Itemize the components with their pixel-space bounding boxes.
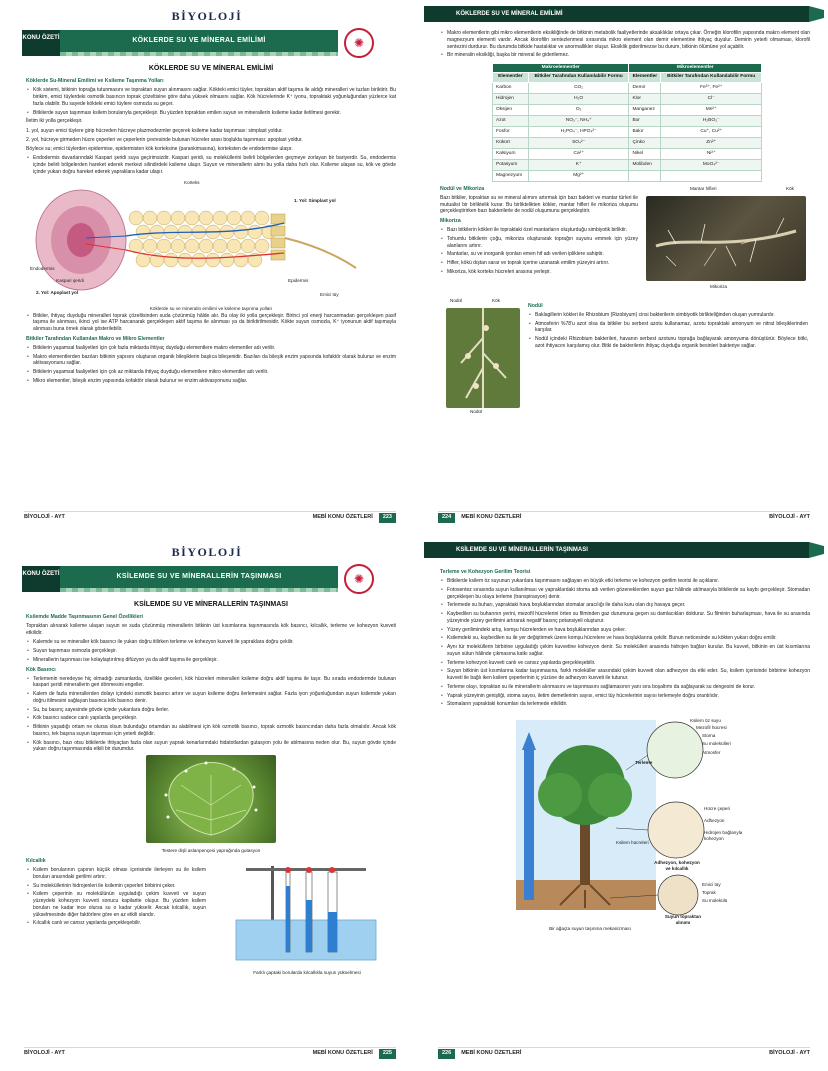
list-item: • Su, bu basınç sayesinde gövde içinde yukarılara doğru ilerler. xyxy=(26,707,396,714)
label-hidrojen-kohezyon: Hidrojen bağlarıyla kohezyon xyxy=(704,830,743,842)
page-content xyxy=(26,596,396,978)
root-nodule-illustration xyxy=(446,308,520,408)
label-endodermis: Endodermis xyxy=(30,265,55,271)
list-item: • Nodül içindeki Rhizobium bakterileri, havanın serbest azotunu toprağa bağlayarak amonyuma dönüştürür. Böylece bitki, azot ihtiyacını karşılamış olur. Bitki de bakterilerin ihtiyaç duyduğu organik besinleri bakteriye sağlar. xyxy=(528,336,808,350)
list-item: • Stomaların yapraktaki konumları da terlemede etkilidir. xyxy=(440,701,810,708)
list-item: • Suyun taşınması osmozla gerçekleşir. xyxy=(26,648,396,655)
list-item: • Kalemde su ve mineraller kök basıncı ile yukarı doğru itilirken terleme ve kohezyon kuvveti ile yapraklara doğru çekilir. xyxy=(26,639,396,646)
table-row xyxy=(493,148,762,159)
label-nodul: Nodül xyxy=(450,297,463,303)
table-cell: O₂ xyxy=(528,104,629,115)
table-cell: NO₃⁻, NH₄⁺ xyxy=(528,115,629,126)
leaf-illustration xyxy=(146,755,276,843)
list-item: • Hifler, kökü dıştan sarar ve toprak içerine uzanarak emilim yüzeyini artırır. xyxy=(440,260,638,267)
page-header: KSİLEMDE SU VE MİNERALLERİN TAŞINMASI xyxy=(424,542,809,558)
konu-ozeti-badge: KONU ÖZETİ xyxy=(22,30,60,56)
page-number: 224 xyxy=(438,513,455,522)
subheading: Ksilemde Madde Taşınmasının Genel Özellikleri xyxy=(26,614,143,621)
table-cell: H₂BO₃⁻ xyxy=(661,115,762,126)
table-cell: H₂PO₄⁻, HPO₄²⁻ xyxy=(528,126,629,137)
bullet-list xyxy=(440,578,810,708)
table-cell: K⁺ xyxy=(528,159,629,170)
capillarity-section xyxy=(26,858,396,978)
table-cell: Bakır xyxy=(629,126,661,137)
list-item: • Mantarlar, su ve inorganik iyonları emen hif adı verilen ipliklere sahiptir. xyxy=(440,251,638,258)
section-title: KÖKLERDE SU VE MİNERAL EMİLİMİ xyxy=(148,65,274,72)
bullet-list xyxy=(26,313,396,333)
table-cell: Manganez xyxy=(629,104,661,115)
paragraph: İletim iki yolla gerçekleşir. xyxy=(26,118,83,125)
label-su-molekulu: Su molekülü xyxy=(702,898,728,904)
subheading: Nodül xyxy=(528,302,543,309)
footer-center: MEBİ KONU ÖZETLERİ xyxy=(312,514,373,521)
table-cell: Ca²⁺ xyxy=(528,148,629,159)
header-stripe xyxy=(60,588,338,592)
table-cell xyxy=(661,170,762,181)
label-kaspari-seridi: Kaspari şeridi xyxy=(56,277,84,283)
list-item: • Yüzey gerilimindeki artış, komşu hücrelerden ve hava boşluklarından suyu çeker. xyxy=(440,627,810,634)
table-row xyxy=(493,115,762,126)
table-cell: Fe³⁺, Fe²⁺ xyxy=(661,82,762,93)
subheading: Kılcallık xyxy=(26,858,46,865)
konu-ozeti-badge: KONU ÖZETİ xyxy=(22,566,60,592)
list-item: • Bitkilerde suyun taşınması ksilem borularıyla gerçekleşir. Bu yüzden topraktan emilen suyun ve minerallerin ksileme kadar iletilmesi gerekir. xyxy=(26,110,396,117)
page-footer xyxy=(438,1047,810,1057)
subheading: Nodül ve Mikoriza xyxy=(440,185,485,192)
list-item: • Aynı tür moleküllerin birbirine uyguladığı çekim kuvvetine kohezyon denir. Su molekülleri arasında hidrojen bağları kurulur. Bu kuvvet, bitkinin en üst kısımlarına suyun sütun hâlinde çıkmasına katkı sağlar. xyxy=(440,644,810,658)
paragraph: Bazı bitkiler, topraktan su ve mineral alımını artırmak için bazı bakteri ve mantar türleri ile mutualist bir birliktelik kurar. Bu birliktelikten kökler, mantar hifleri ile mikoriza oluşumu gerçekleştirirken bazı bakterilerle de nodül oluşumunu gerçekleştirir. xyxy=(440,194,638,215)
list-item: • Ksilemdeki su, kaybedilen su ile yer değiştirmek üzere komşu hücrelere ve hava boşluklarına çekilir. Bunun neticesinde su kökten yukarı doğru emilir. xyxy=(440,635,810,642)
guttation-photo xyxy=(146,755,276,843)
page-header: KÖKLERDE SU VE MİNERAL EMİLİMİ xyxy=(424,6,809,22)
header-stripe xyxy=(60,52,338,56)
fungal-hyphae-illustration xyxy=(646,196,806,281)
list-item: • Bazı bitkilerin kökleri ile topraktaki özel mantarların oluşturduğu simbiyotik birliktir. xyxy=(440,227,638,234)
bullet-list xyxy=(26,87,396,116)
list-item: • Bitkilerin yaşamsal faaliyetleri için çok fazla miktarda ihtiyaç duyduğu elementlere makro elementler adı verilir. xyxy=(26,345,396,352)
table-cell: Karbon xyxy=(493,82,529,93)
label-ksilem-oz-suyu: Ksilem öz suyu xyxy=(690,718,721,724)
meb-seal-icon: ✺ xyxy=(344,564,374,594)
page-number: 223 xyxy=(379,513,396,522)
list-item: • Endodermis duvarlarındaki Kaspari şeridi suya geçirimsizdir. Kaspari şeridi, su moleküllerini belirli bölgelerden geçmeye zorlayan bir bariyerdir. Su, endodermis içinde belirli bölgelerden hareket ederek merkezi silindirdeki ksileme ulaşır. Suyun ve minerallerin alımı bu yolla daha hızlı olur. Ksileme ulaşan su, kök ve gövde içinde yukarı doğru hareket ederek yapraklara kadar ulaşır. xyxy=(26,155,396,175)
label-kok: Kök xyxy=(786,185,794,191)
table-cell: MoO₄²⁻ xyxy=(661,159,762,170)
column-header: Elementler xyxy=(493,73,529,82)
page-224 xyxy=(414,0,828,535)
table-cell: Mg²⁺ xyxy=(528,170,629,181)
list-item: • Terlemenin neredeyse hiç olmadığı zamanlarda, özellikle geceleri, kök hücreleri mineralleri ksileme doğru aktif taşıma ile taşır. Bu sırada endodermde bulunan kaspari şeridi minerallerin geri dönmesini engeller. xyxy=(26,676,396,690)
table-cell: Hidrojen xyxy=(493,93,529,104)
table-cell: Cl⁻ xyxy=(661,93,762,104)
list-item: • Kök basıncı, bazı otsu bitkilerde ihtiyaçtan fazla olan suyun yaprak kenarlarındaki hidatotlardan gutasyon yolu ile atılmasına neden olur. Bu, suyun gövde içinde yukarı doğru taşınmasında etkili bir durumdur. xyxy=(26,740,396,754)
table-header-makro: Makroelementler xyxy=(493,64,629,73)
table-row xyxy=(493,126,762,137)
table-cell: Mn²⁺ xyxy=(661,104,762,115)
list-item: • Kök basıncı sadece canlı yapılarda gerçekleşir. xyxy=(26,715,396,722)
paragraph: Böylece su; emici tüylerden epidermise, epidermisten kök korteksine (parankimasına), korteksten de endodermise ulaşır. xyxy=(26,146,293,153)
label-adhezyon: Adhezyon xyxy=(704,818,725,824)
page-number: 226 xyxy=(438,1049,455,1058)
table-cell: H₂O xyxy=(528,93,629,104)
table-row xyxy=(493,82,762,93)
bullet-list xyxy=(528,312,808,350)
label-suyun-akisi: Suyun ksileme doğru akışı xyxy=(494,766,499,821)
page-number: 225 xyxy=(379,1049,396,1058)
table-cell: Kükürt xyxy=(493,137,529,148)
table-cell: Ni²⁺ xyxy=(661,148,762,159)
label-emici-tuy: Emici tüy xyxy=(702,882,721,888)
label-stoma: Stoma xyxy=(702,733,716,739)
brand-title: BİYOLOJİ xyxy=(171,9,243,23)
paragraph: 1. yol, suyun emici tüylere girip hücreden hücreye plazmodezmler geçerek ksileme kadar taşınması: simplast yoldur. xyxy=(26,127,283,134)
bullet-list xyxy=(440,227,638,276)
page-header: KÖKLERDE SU VE MİNERAL EMİLİMİ xyxy=(60,30,338,52)
label-korteks: Korteks xyxy=(184,179,200,185)
list-item: • Terlemede su buharı, yapraktaki hava boşluklarından stomalar aracılığı ile daha kuru olan dış havaya geçer. xyxy=(440,602,810,609)
list-item: • Kalem de fazla minerallerden dolayı içindeki osmotik basıncı artırır ve suyun ksileme doğru ilerlemesini sağlar. Fazla iyon yoğunluğundan suyun ksilemde yukarı doğru itilmesini sağlayan basınca kök basıncı denir. xyxy=(26,691,396,705)
table-cell: Oksijen xyxy=(493,104,529,115)
list-item: • Mikoriza, kök korteks hücreleri arasına yerleşir. xyxy=(440,269,638,276)
root-absorption-figure xyxy=(26,178,396,313)
page-226 xyxy=(414,536,828,1071)
footer-left: BİYOLOJİ - AYT xyxy=(24,514,65,521)
list-item: • Kılcallık canlı ve cansız yapılarda gerçekleşebilir. xyxy=(26,920,206,927)
table-cell: SO₄²⁻ xyxy=(528,137,629,148)
table-row xyxy=(493,137,762,148)
bullet-list xyxy=(26,676,396,754)
list-item: • Tohumlu bitkilerin çoğu, mikoriza oluşturarak toprağın suyunu emmek için yüzey alanlarını artırır. xyxy=(440,236,638,250)
list-item: • Suyun bitkinin üst kısımlarına kadar taşınmasına, farklı moleküller arasındaki çekim kuvveti olan adhezyon da etki eder. Su, ksilem içerisinde birbirine kohezyon kuvveti ile bağlı iken ksilem çeperlerinin iç yüzüne de adhezyon kuvveti ile tutunur. xyxy=(440,668,810,682)
list-item: • Su moleküllerinin hidrojenleri ile ksilemin çeperleri birbirini çeker. xyxy=(26,883,206,890)
nutrient-table xyxy=(492,63,762,182)
page-footer xyxy=(438,511,810,521)
root-cross-section-illustration xyxy=(26,178,396,303)
page-footer xyxy=(24,1047,396,1057)
table-cell: Nikel xyxy=(629,148,661,159)
footer-center: MEBİ KONU ÖZETLERİ xyxy=(461,1050,522,1057)
list-item: • Makro elementlerin gibi mikro elementlerin eksikliğinde de bitkinin metabolik faaliyetlerinde aksaklıklar ortaya çıkar. Örneğin klorofilin yapısında makro element olan magnezyum elementi vardır. Ancak klorofilin sentezlenmesi sırasında mikro element olan demir elementine ihtiyaç duyulur. Demirin yeterli olmaması, klorofil sentezini durdurur. Bu durumda bitkide hastalıklar ve anormallikler oluşur. Eksiklik giderilmezse bu durum, bitkinin ölümüne yol açabilir. xyxy=(440,30,810,50)
column-header: Bitkiler Tarafından Kullanılabilir Formu xyxy=(528,73,629,82)
table-cell: Zn²⁺ xyxy=(661,137,762,148)
table-cell: Klor xyxy=(629,93,661,104)
tree-water-transport-figure xyxy=(440,710,810,935)
list-item: • Ksilem borularının çapının küçük olması içerisinde ilerleyen su ile ksilem boruları arasındaki gerilimi artırır. xyxy=(26,867,206,881)
list-item: • Bitkilerde ksilem öz suyunun yukarılara taşınmasını sağlayan en büyük etki terleme ve kohezyon gerilim teorisi ile açıklanır. xyxy=(440,578,810,585)
section-title: KSİLEMDE SU VE MİNERALLERİN TAŞINMASI xyxy=(134,601,288,608)
figure-caption: Testere dişli aslanpençesi yaprağında gutasyon xyxy=(161,847,261,853)
label-mezofil: Mezofil hücresi xyxy=(696,725,727,731)
list-item: • Atmosferin %78'u azot olsa da bitkiler bu serbest azotu kullanamaz, azotu topraktaki amonyum ve nitrat bileşiklerinden karşılar. xyxy=(528,321,808,335)
footer-center: MEBİ KONU ÖZETLERİ xyxy=(461,514,522,521)
list-item: • Bitkiler, ihtiyaç duyduğu mineralleri toprak çözeltisinden suda çözünmüş hâlde alır. Bu olay iki yolla gerçekleşir. Birinci yol enerji harcanmadan gerçekleşen pasif taşıma ile alınması, ikinci yol ise ATP harcanarak gerçekleşen aktif taşıma ile alınması ya da biriktirilmesidir. Kökte suyun osmozla, K⁺ iyonunun aktif taşımayla alınması buna örnek olarak gösterilebilir. xyxy=(26,313,396,333)
label-mantar-hifleri: Mantar hifleri xyxy=(690,185,717,191)
list-item: • Mikro elementler, bileşik enzim yapısında kofaktör olarak bulunur ve enzim aktivasyonunu sağlar. xyxy=(26,378,396,385)
figure-caption: Nodül xyxy=(470,408,483,414)
label-apoplast-yol: 2. Yol: Apoplast yol xyxy=(36,289,79,295)
list-item: • Ksilem çeperinin su molekülünün uyguladığı çekim kuvveti ve suyun yüzeydeki kohezyon kuvveti sonucu kapilarite oluşur. Bu yüzden ksilem boruları ne kadar ince olursa su o kadar yükselir. Ancak kılcallık, suyun yükselmesinde diğer faktörlere göre en az etkili olandır. xyxy=(26,891,206,918)
list-item: • Bitkinin yaşadığı ortam ne olursa olsun bulunduğu ortamdan su alabilmesi için kök ozmotik basıncı, toprak ozmotik basıncından daha fazla olmalıdır. Ancak kök basıncı, tek başına suyun taşınması için yeterli değildir. xyxy=(26,724,396,738)
figure-caption: Köklerde su ve mineralin emilimi ve ksileme taşınma yolları xyxy=(149,305,273,311)
table-cell: Cu⁺, Cu²⁺ xyxy=(661,126,762,137)
table-cell: Bor xyxy=(629,115,661,126)
page-223 xyxy=(0,0,414,535)
table-cell: Demir xyxy=(629,82,661,93)
guttation-figure xyxy=(26,755,396,855)
table-cell xyxy=(629,170,661,181)
list-item: • Kaybedilen su buharının yerini, mezofil hücrelerini örten su filminden gaz durumuna geçen su damlacıkları doldurur. Su filminin buharlaşması, hava ile su arasında yüzeyinde yüzey gerilimini artırarak negatif basınç potansiyeli oluşturur. xyxy=(440,611,810,625)
page-footer xyxy=(24,511,396,521)
bullet-list xyxy=(26,639,396,663)
footer-center: MEBİ KONU ÖZETLERİ xyxy=(312,1050,373,1057)
table-cell: Fosfor xyxy=(493,126,529,137)
table-header-mikro: Mikroelementler xyxy=(629,64,762,73)
footer-right: BİYOLOJİ - AYT xyxy=(769,1050,810,1057)
label-toprak: Toprak xyxy=(702,890,716,896)
list-item: • Fotosentez sırasında suyun kullanılması ve yapraklardaki stoma adı verilen gözeneklerden suyun gaz hâlinde atılmasıyla bitkilerde su kaybı gerçekleşir. Stomadan gerçekleşen bu olaya terleme (transpirasyon) denir. xyxy=(440,587,810,601)
table-cell: Kalsiyum xyxy=(493,148,529,159)
capillary-tubes-illustration xyxy=(226,858,386,966)
bullet-list xyxy=(26,345,396,385)
table-cell: CO₂ xyxy=(528,82,629,93)
page-content xyxy=(440,30,810,416)
subheading: Mikoriza xyxy=(440,218,461,225)
mikoriza-section xyxy=(440,186,810,296)
list-item: • Kök sistemi, bitkinin toprağa tutunmasını ve topraktan suyun alınmasını sağlar. Kökteki emici tüyler, topraktan aktif taşıma ile aldığı mineralleri ve tuzları biriktirir. Bu birikim, emici tüylerdeki osmotik basıncın toprak çözeltisine göre daha yüksek olmasını sağlar. Kök hücrelerinde K⁺ iyonu, topraktaki yoğunluğundan yüzlerce kat fazla olabilir. Bu sayede kökteki emici tüylere osmozla su geçer. xyxy=(26,87,396,107)
bullet-list xyxy=(440,30,810,59)
paragraph: Topraktan alınarak ksileme ulaşan suyun ve suda çözünmüş minerallerin bitkinin üst kısımlarına taşınmasında kök basıncı, kılcallık, terleme ve kohezyon kuvveti etkilidir. xyxy=(26,623,396,637)
column-header: Elementler xyxy=(629,73,661,82)
list-item: • Minerallerin taşınması ise kolaylaştırılmış difüzyon ya da aktif taşıma ile gerçekleşir. xyxy=(26,657,396,664)
list-item: • Bitkilerin yaşamsal faaliyetleri için çok az miktarda ihtiyaç duyduğu elementlere mikro elementler adı verilir. xyxy=(26,369,396,376)
list-item: • Bir mineralin eksikliği, başka bir mineral ile giderilemez. xyxy=(440,52,810,59)
column-header: Bitkiler Tarafından Kullanılabilir Formu xyxy=(661,73,762,82)
list-item: • Yaprak yüzeyinin genişliği, stoma sayısı, iletim demetlerinin sayısı, emici tüy hücrelerinin sayısı terlemeyle doğru orantılıdır. xyxy=(440,693,810,700)
figure-caption: Mikoriza xyxy=(710,283,728,289)
nodul-section xyxy=(440,296,810,416)
brand-title: BİYOLOJİ xyxy=(171,545,243,559)
table-body xyxy=(493,82,762,181)
subheading: Terleme ve Kohezyon Gerilim Teorisi xyxy=(440,569,531,575)
list-item: • Makro elementlerden bazıları bitkinin yapısını oluşturan organik bileşiklerin başlıca bileşenidir. Bazıları da bileşik enzim yapısında kofaktör olarak bulunur ve enzim aktivasyonunu sağlar. xyxy=(26,354,396,368)
subheading: Köklerde Su-Mineral Emilimi ve Ksileme Taşınma Yolları xyxy=(26,78,164,85)
label-suyun-alinimi: Suyun topraktan alınımı xyxy=(664,914,702,926)
table-row xyxy=(493,93,762,104)
meb-seal-icon: ✺ xyxy=(344,28,374,58)
figure-caption: Farklı çaptaki borularda kılcallıkla suyun yükselmesi xyxy=(253,970,361,976)
footer-left: BİYOLOJİ - AYT xyxy=(24,1050,65,1057)
figure-caption: Bir ağaçta suyun taşınma mekanizması xyxy=(549,926,631,932)
footer-right: BİYOLOJİ - AYT xyxy=(769,514,810,521)
subheading: Kök Basıncı xyxy=(26,666,56,673)
table-row xyxy=(493,104,762,115)
mikoriza-photo xyxy=(646,196,806,281)
table-row xyxy=(493,159,762,170)
list-item: • Baklagillerin kökleri ile Rhizobium (Rizobiyum) cinsi bakterilerin simbiyotik birlikteliğinden oluşan yumrulardır. xyxy=(528,312,808,319)
label-simplast-yol: 1. Yol: Simplast yol xyxy=(294,197,336,203)
table-cell: Azot xyxy=(493,115,529,126)
page-content xyxy=(440,566,810,935)
label-hucre-ceperi: Hücre çeperi xyxy=(704,806,731,812)
nodul-photo xyxy=(446,308,520,408)
page-header: KSİLEMDE SU VE MİNERALLERİN TAŞINMASI xyxy=(60,566,338,588)
table-cell: Çinko xyxy=(629,137,661,148)
page-225 xyxy=(0,536,414,1071)
label-ksilem-hucreleri: Ksilem hücreleri xyxy=(616,840,649,846)
label-atmosfer: Atmosfer xyxy=(702,750,721,756)
page-content xyxy=(26,60,396,387)
paragraph: 2. yol, hücreye girmeden hücre çeperleri ve çeperlerin çevresinde bulunan hücreler arası boşlukta taşınması: apoplast yoldur. xyxy=(26,136,303,143)
label-adhezyon-kohezyon-kilcallik: Adhezyon, kohezyon ve kılcallık xyxy=(654,860,700,872)
label-epidermis: Epidermis xyxy=(288,277,309,283)
list-item: • Terleme kohezyon kuvveti canlı ve cansız yapılarda gerçekleşebilir. xyxy=(440,660,810,667)
table-cell: Magnezyum xyxy=(493,170,529,181)
list-item: • Terleme olayı, topraktan su ile minerallerin alınmasını ve taşınmasını sağlamasının yanı sıra boşaltımı da sağlayarak su dengesini de korur. xyxy=(440,684,810,691)
subheading: Bitkiler Tarafından Kullanılan Makro ve Mikro Elementler xyxy=(26,335,165,342)
table-cell: Potasyum xyxy=(493,159,529,170)
bullet-list xyxy=(26,155,396,175)
label-emici-tuy: Emici tüy xyxy=(320,291,339,297)
label-terleme: Terleme xyxy=(635,760,653,766)
label-kok: Kök xyxy=(492,297,500,303)
table-cell: Molibden xyxy=(629,159,661,170)
table-row xyxy=(493,170,762,181)
label-su-molekulleri: Su molekülleri xyxy=(702,741,731,747)
bullet-list xyxy=(26,867,206,927)
